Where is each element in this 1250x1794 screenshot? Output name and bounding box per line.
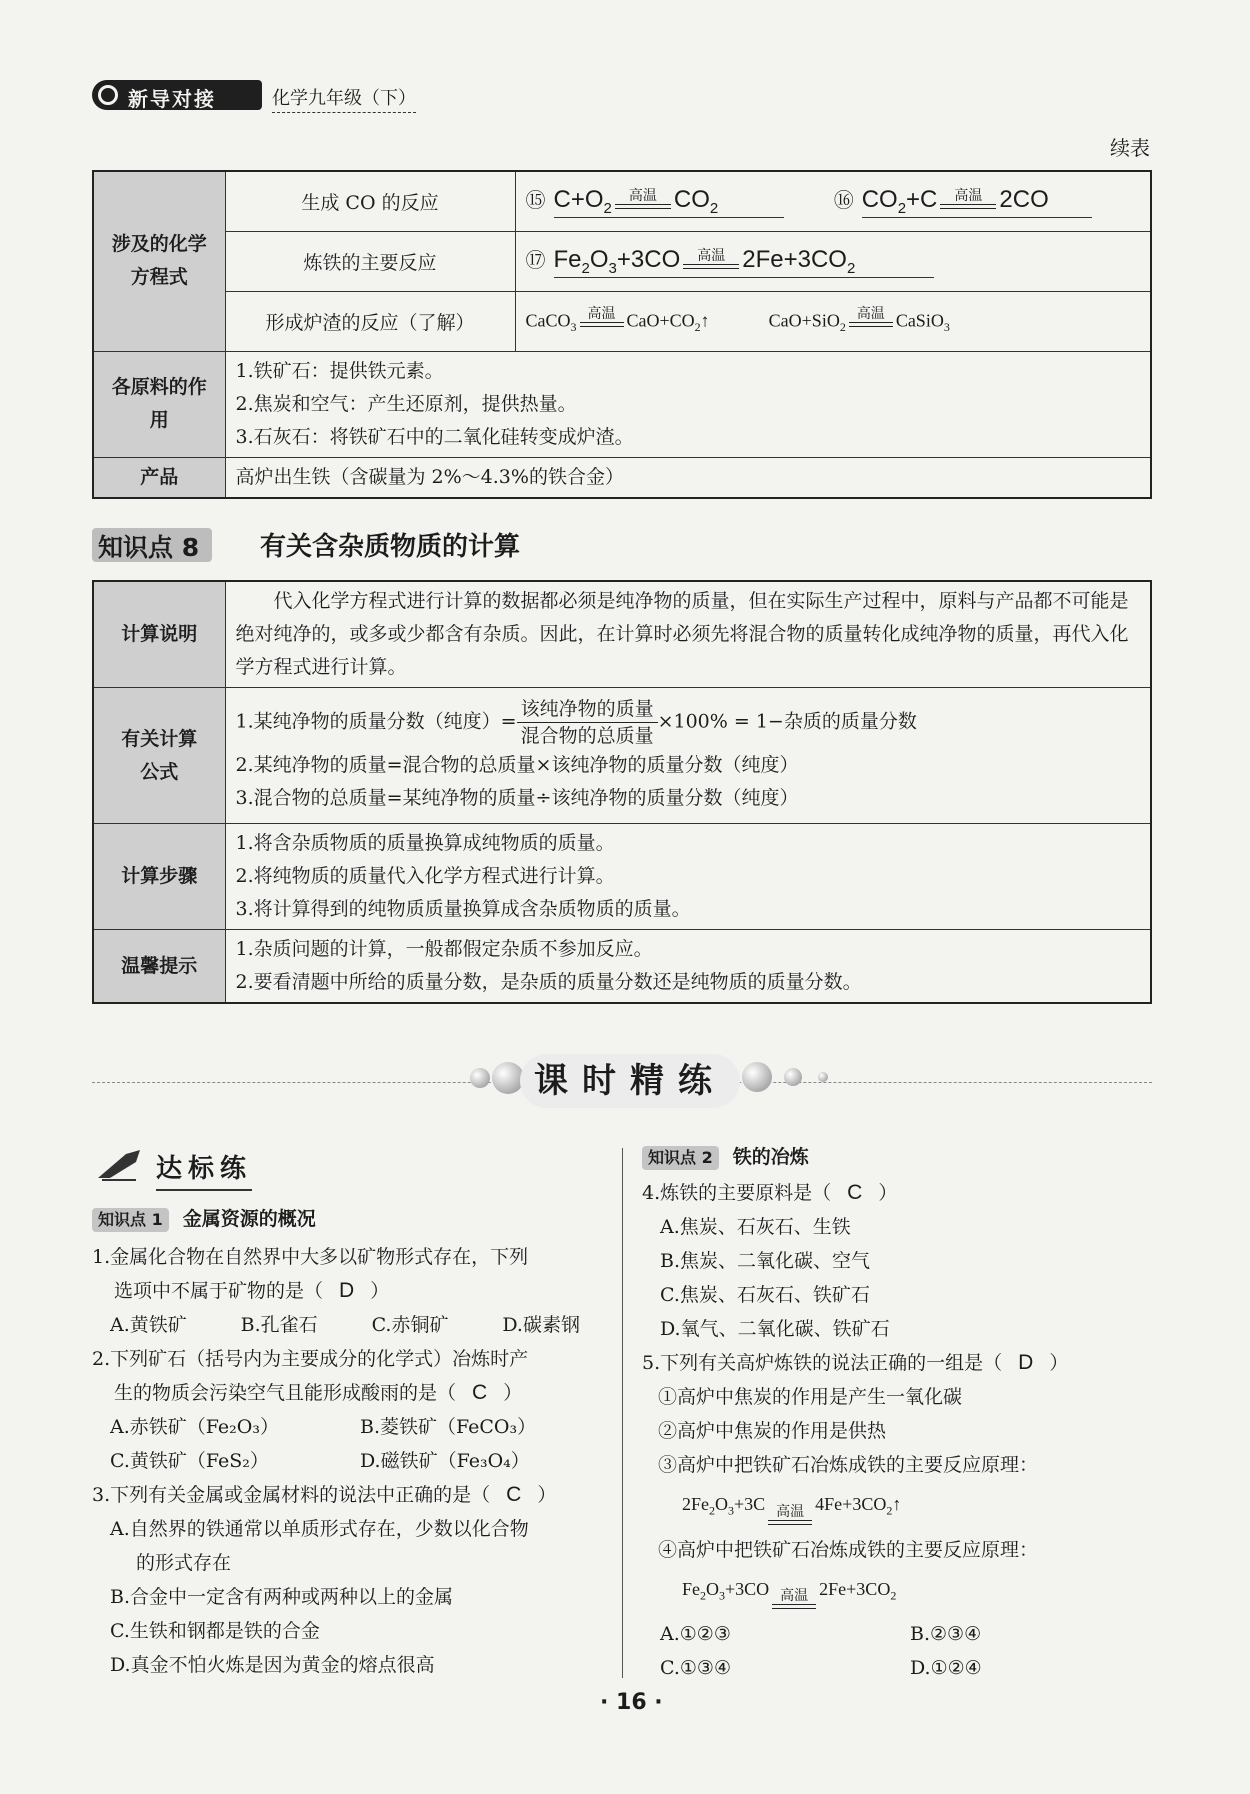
page-number: · 16 ·	[600, 1690, 663, 1715]
knowledge-point-tag: 知识点 8	[98, 533, 200, 562]
formula-2: 2.某纯净物的质量=混合物的总质量×该纯净物的质量分数（纯度）	[235, 754, 799, 776]
co-reaction-equations: ⑮ $C+O_2$ 高温 $CO_2$ ⑯ $CO_2+C$ 高温 2CO	[515, 171, 1151, 231]
question-4-option-a: A.焦炭、石灰石、生铁	[660, 1216, 851, 1238]
question-2-options: A.赤铁矿（Fe₂O₃） B.菱铁矿（FeCO₃） C.黄铁矿（FeS₂） D.磁铁矿（Fe₃O₄）	[110, 1416, 537, 1472]
question-3-option-a: A.自然界的铁通常以单质形式存在，少数以化合物	[110, 1518, 529, 1540]
brand-logo	[92, 80, 262, 110]
question-2: 2.下列矿石（括号内为主要成分的化学式）冶炼时产	[92, 1348, 529, 1370]
question-4-option-d: D.氧气、二氧化碳、铁矿石	[660, 1318, 890, 1340]
question-5-item-3: ③高炉中把铁矿石冶炼成铁的主要反应原理：	[658, 1454, 1039, 1476]
raw-materials-label: 各原料的作用	[93, 351, 225, 457]
brand-name: 新导对接	[128, 87, 216, 111]
tips-list: 1.杂质问题的计算，一般都假定杂质不参加反应。 2.要看清题中所给的质量分数，是杂质的质量分数还是纯物质的质量分数。	[225, 930, 1151, 1004]
column-divider	[622, 1148, 623, 1678]
right-question-column	[642, 1140, 1157, 1685]
book-subtitle: 化学九年级（下）	[272, 84, 416, 113]
question-5-options: A.①②③ B.②③④ C.①③④ D.①②④	[660, 1623, 982, 1680]
question-4-option-b: B.焦炭、二氧化碳、空气	[660, 1250, 871, 1272]
question-1-cont: 选项中不属于矿物的是（ D ）	[114, 1279, 390, 1302]
knowledge-point-tag: 知识点 1	[92, 1208, 169, 1232]
formula-list	[225, 688, 1151, 824]
question-3-option-c: C.生铁和钢都是铁的合金	[110, 1620, 320, 1642]
raw-materials-roles: 1.铁矿石：提供铁元素。 2.焦炭和空气：产生还原剂，提供热量。 3.石灰石：将铁矿石中的二氧化硅转变成炉渣。	[225, 351, 1151, 457]
logo-ring-icon	[98, 85, 118, 105]
question-3-option-d: D.真金不怕火炼是因为黄金的熔点很高	[110, 1654, 435, 1676]
equations-label: 涉及的化学方程式	[93, 171, 225, 351]
knowledge-point-title: 铁的冶炼	[732, 1146, 809, 1168]
product-label: 产品	[93, 457, 225, 498]
decor-dot	[470, 1068, 490, 1088]
question-1: 1.金属化合物在自然界中大多以矿物形式存在，下列	[92, 1246, 529, 1268]
decor-dot	[742, 1062, 772, 1092]
slag-reaction-equations: CaCO$_3$ 高温 $CaO+CO_2↑$ CaO+SiO$_2$ 高温 CaSiO$_3$	[515, 291, 1151, 351]
formula-1: 1.某纯净物的质量分数（纯度）= $\frac{\text{该纯净物的质量}}{\text{混合物的总质量}}$ ×100% = 1−杂质的质量分数	[235, 698, 917, 747]
question-3: 3.下列有关金属或金属材料的说法中正确的是（ C ）	[92, 1483, 557, 1506]
question-5: 5.下列有关高炉炼铁的说法正确的一组是（ D ）	[642, 1351, 1069, 1374]
knowledge-point-tag: 知识点 2	[642, 1146, 719, 1170]
question-2-cont: 生的物质会污染空气且能形成酸雨的是（ C ）	[114, 1381, 523, 1404]
decor-dot	[784, 1068, 802, 1086]
question-5-equation-2: $Fe_2O_3+3CO$ 高温 $2Fe+3CO_2$	[642, 1567, 1157, 1618]
knowledge-point-title: 金属资源的概况	[182, 1208, 316, 1230]
question-3-option-b: B.合金中一定含有两种或两种以上的金属	[110, 1586, 454, 1608]
main-reaction-equation: ⑰ $Fe_2O_3+3CO$ 高温 $2Fe+3CO_2$	[515, 231, 1151, 291]
question-1-options: A.黄铁矿 B.孔雀石 C.赤铜矿 D.碳素钢	[110, 1314, 580, 1336]
question-5-item-2: ②高炉中焦炭的作用是供热	[658, 1420, 887, 1442]
section-title: 有关含杂质物质的计算	[260, 532, 521, 562]
formula-label: 有关计算公式	[93, 688, 225, 824]
question-5-item-4: ④高炉中把铁矿石冶炼成铁的主要反应原理：	[658, 1538, 1039, 1561]
formula-3: 3.混合物的总质量=某纯净物的质量÷该纯净物的质量分数（纯度）	[235, 787, 799, 809]
explanation-label: 计算说明	[93, 581, 225, 688]
question-4: 4.炼铁的主要原料是（ C ）	[642, 1181, 898, 1204]
section-heading: 达标练	[156, 1148, 252, 1191]
main-reaction-label: 炼铁的主要反应	[225, 231, 515, 291]
co-reaction-label: 生成 CO 的反应	[225, 171, 515, 231]
tips-label: 温馨提示	[93, 930, 225, 1004]
question-4-option-c: C.焦炭、石灰石、铁矿石	[660, 1284, 870, 1306]
steps-label: 计算步骤	[93, 824, 225, 930]
decor-dot	[818, 1072, 828, 1082]
question-5-equation-1: $2Fe_2O_3+3C$ 高温 $4Fe+3CO_2↑$	[642, 1482, 1157, 1533]
explanation-text: 代入化学方程式进行计算的数据都必须是纯净物的质量，但在实际生产过程中，原料与产品都不可能是绝对纯净的，或多或少都含有杂质。因此，在计算时必须先将混合物的质量转化成纯净物的质量，再代入化学方程式进行计算。	[225, 581, 1151, 688]
question-5-item-1: ①高炉中焦炭的作用是产生一氧化碳	[658, 1386, 963, 1408]
impurity-calculation-table	[92, 580, 1152, 1004]
iron-smelting-table	[92, 170, 1152, 499]
left-question-column	[92, 1202, 612, 1682]
pen-icon	[96, 1148, 144, 1186]
practice-banner: 课时精练	[520, 1054, 740, 1108]
product-text: 高炉出生铁（含碳量为 2%～4.3%的铁合金）	[225, 457, 1151, 498]
continued-label: 续表	[1110, 136, 1150, 160]
slag-reaction-label: 形成炉渣的反应（了解）	[225, 291, 515, 351]
question-3-option-a-cont: 的形式存在	[136, 1552, 232, 1574]
steps-list: 1.将含杂质物质的质量换算成纯物质的质量。 2.将纯物质的质量代入化学方程式进行计算。 3.将计算得到的纯物质质量换算成含杂质物质的质量。	[225, 824, 1151, 930]
